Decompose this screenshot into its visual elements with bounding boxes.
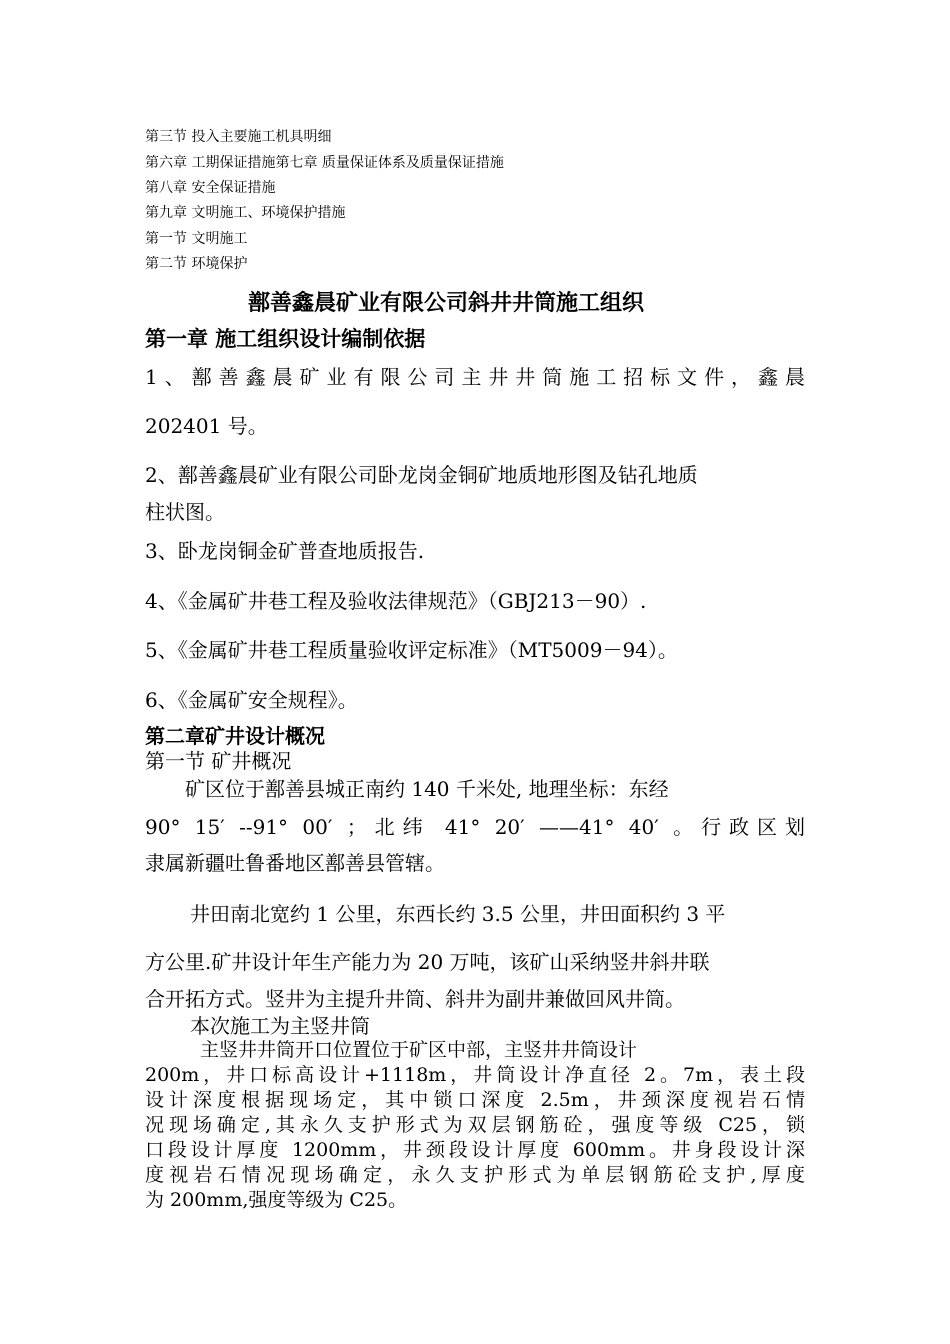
- p2-line2: 方公里.矿井设计年生产能力为 20 万吨，该矿山采纳竖井斜井联: [145, 950, 710, 974]
- item2-line1: 2、鄯善鑫晨矿业有限公司卧龙岗金铜矿地质地形图及钻孔地质: [145, 463, 698, 487]
- p4-line5: 口段设计厚度 1200mm，井颈段设计厚度 600mm。井身段设计深: [145, 1139, 805, 1161]
- document-title: 鄯善鑫晨矿业有限公司斜井井筒施工组织: [248, 291, 645, 316]
- chapter1-heading: 第一章 施工组织设计编制依据: [145, 327, 426, 351]
- chapter2-heading: 第二章矿井设计概况: [145, 724, 325, 748]
- item5: 5、《金属矿井巷工程质量验收评定标准》（MT5009－94）。: [145, 638, 678, 662]
- toc-line: 第六章 工期保证措施第七章 质量保证体系及质量保证措施: [145, 155, 504, 171]
- p4-line2: 200m，井口标高设计+1118m，井筒设计净直径 2。7m，表土段: [145, 1064, 805, 1086]
- p2-line1: 井田南北宽约 1 公里，东西长约 3.5 公里，井田面积约 3 平: [190, 902, 726, 926]
- toc-line: 第二节 环境保护: [145, 256, 248, 272]
- p4-line6: 度视岩石情况现场确定，永久支护形式为单层钢筋砼支护,厚度: [145, 1164, 805, 1186]
- p3: 本次施工为主竖井筒: [190, 1014, 370, 1038]
- item4: 4、《金属矿井巷工程及验收法律规范》（GBJ213－90）.: [145, 589, 647, 613]
- p4-line1: 主竖井井筒开口位置位于矿区中部，主竖井井筒设计: [200, 1039, 638, 1061]
- item1-line2: 202401 号。: [145, 414, 268, 438]
- p1-line1: 矿区位于鄯善县城正南约 140 千米处, 地理坐标：东经: [185, 777, 669, 801]
- p4-line3: 设计深度根据现场定，其中锁口深度 2.5m，井颈深度视岩石情: [145, 1089, 805, 1111]
- p4-line4: 况现场确定,其永久支护形式为双层钢筋砼，强度等级 C25，锁: [145, 1114, 805, 1136]
- toc-line: 第一节 文明施工: [145, 231, 248, 247]
- toc-line: 第三节 投入主要施工机具明细: [145, 129, 332, 145]
- section1-heading: 第一节 矿井概况: [145, 749, 292, 773]
- p4-line7: 为 200mm,强度等级为 C25。: [145, 1189, 408, 1211]
- p1-line2: 90° 15′ --91° 00′ ；北纬 41° 20′ ——41° 40′ 。行政区划: [145, 815, 805, 839]
- item6: 6、《金属矿安全规程》。: [145, 688, 358, 712]
- p1-line3: 隶属新疆吐鲁番地区鄯善县管辖。: [145, 851, 445, 875]
- toc-line: 第九章 文明施工、环境保护措施: [145, 205, 346, 221]
- toc-line: 第八章 安全保证措施: [145, 180, 276, 196]
- item1-line1: 1、鄯善鑫晨矿业有限公司主井井筒施工招标文件，鑫晨: [145, 365, 805, 389]
- p2-line3: 合开拓方式。竖井为主提升井筒、斜井为副井兼做回风井筒。: [145, 987, 685, 1011]
- item3: 3、卧龙岗铜金矿普查地质报告.: [145, 539, 425, 563]
- item2-line2: 柱状图。: [145, 500, 225, 524]
